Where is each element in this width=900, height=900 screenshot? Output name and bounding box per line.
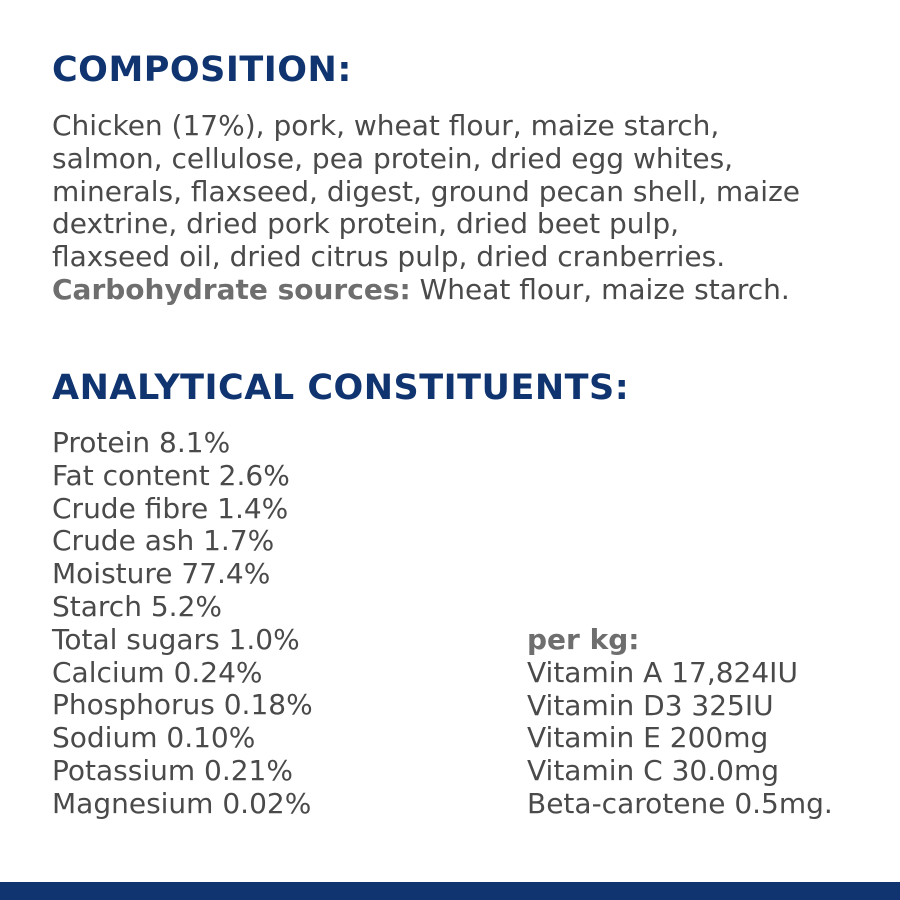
composition-line: flaxseed oil, dried citrus pulp, dried cranberries. <box>52 240 726 274</box>
carbohydrate-sources-text: Wheat flour, maize starch. <box>410 272 790 306</box>
carbohydrate-sources-label: Carbohydrate sources: <box>52 272 411 306</box>
constituent-item: Starch 5.2% <box>52 589 222 623</box>
constituent-item: Phosphorus 0.18% <box>52 688 313 722</box>
vitamin-item: Beta-carotene 0.5mg. <box>527 786 833 820</box>
composition-text <box>52 110 882 307</box>
carbohydrate-sources-line <box>52 274 882 307</box>
composition-line: dextrine, dried pork protein, dried beet pulp, <box>52 207 679 241</box>
vitamins-list <box>527 624 833 821</box>
constituent-item: Protein 8.1% <box>52 426 231 459</box>
per-kg-label: per kg: <box>527 623 640 656</box>
analytical-constituents-heading: ANALYTICAL CONSTITUENTS: <box>52 368 630 408</box>
constituent-item: Crude ash 1.7% <box>52 524 275 558</box>
vitamin-item: Vitamin C 30.0mg <box>527 754 779 788</box>
composition-line: salmon, cellulose, pea protein, dried egg whites, <box>52 141 734 175</box>
composition-line: Chicken (17%), pork, wheat flour, maize starch, <box>52 109 720 142</box>
constituent-item: Moisture 77.4% <box>52 557 271 591</box>
constituent-item: Potassium 0.21% <box>52 753 293 787</box>
constituents-list <box>52 427 313 821</box>
composition-heading: COMPOSITION: <box>52 50 352 90</box>
vitamin-item: Vitamin D3 325IU <box>527 688 774 722</box>
constituent-item: Total sugars 1.0% <box>52 622 300 656</box>
composition-line: minerals, flaxseed, digest, ground pecan shell, maize <box>52 174 800 208</box>
vitamin-item: Vitamin E 200mg <box>527 721 769 755</box>
constituent-item: Magnesium 0.02% <box>52 786 312 820</box>
constituent-item: Crude fibre 1.4% <box>52 491 289 525</box>
vitamin-item: Vitamin A 17,824IU <box>527 655 798 689</box>
constituent-item: Sodium 0.10% <box>52 721 256 755</box>
constituent-item: Calcium 0.24% <box>52 655 263 689</box>
constituent-item: Fat content 2.6% <box>52 458 290 492</box>
footer-bar <box>0 882 900 900</box>
